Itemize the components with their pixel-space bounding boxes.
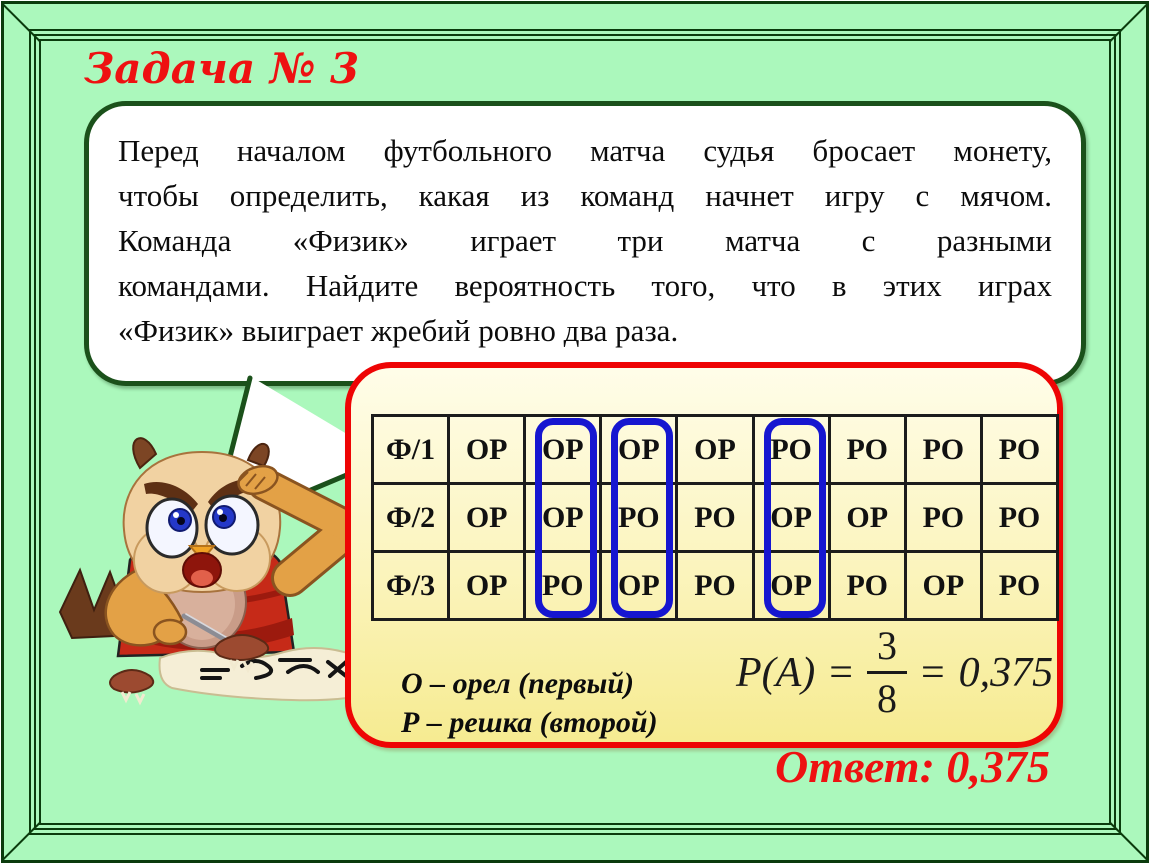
outcome-cell: ОР bbox=[449, 484, 525, 552]
outcome-cell: РО bbox=[829, 552, 905, 620]
problem-line: командами. Найдите вероятность того, что в этих играх bbox=[118, 268, 1052, 303]
outcome-cell: ОР bbox=[601, 416, 677, 484]
legend-line: Р – решка (второй) bbox=[401, 706, 658, 739]
outcomes-table bbox=[371, 414, 1059, 621]
problem-line: чтобы определить, какая из команд начнет игру с мячом. bbox=[118, 178, 1052, 213]
problem-line: Перед началом футбольного матча судья бросает монету, bbox=[118, 133, 1052, 168]
outcome-cell: РО bbox=[981, 552, 1057, 620]
outcome-cell: ОР bbox=[905, 552, 981, 620]
outcome-cell: ОР bbox=[753, 552, 829, 620]
equals-sign: = bbox=[829, 649, 853, 696]
outcome-cell: ОР bbox=[677, 416, 753, 484]
outcome-cell: ОР bbox=[449, 552, 525, 620]
row-label: Ф/2 bbox=[373, 484, 449, 552]
outcome-cell: РО bbox=[905, 416, 981, 484]
equals-sign: = bbox=[920, 649, 945, 696]
outcome-cell: ОР bbox=[829, 484, 905, 552]
outcome-cell: РО bbox=[905, 484, 981, 552]
answer-text: Ответ: 0,375 bbox=[775, 741, 1050, 792]
table-row bbox=[373, 552, 1058, 620]
table-row bbox=[373, 484, 1058, 552]
probability-formula bbox=[736, 624, 1053, 721]
problem-speech-bubble bbox=[84, 101, 1086, 386]
problem-text bbox=[118, 128, 1052, 353]
outcome-cell: РО bbox=[753, 416, 829, 484]
problem-line: «Физик» выиграет жребий ровно два раза. bbox=[118, 313, 679, 348]
row-label: Ф/3 bbox=[373, 552, 449, 620]
outcome-cell: ОР bbox=[525, 416, 601, 484]
problem-line: Команда «Физик» играет три матча с разными bbox=[118, 223, 1052, 258]
outcome-cell: РО bbox=[677, 484, 753, 552]
legend-line: О – орел (первый) bbox=[401, 667, 635, 700]
outcomes-table-body bbox=[373, 416, 1058, 620]
outcome-cell: ОР bbox=[753, 484, 829, 552]
legend bbox=[401, 664, 658, 742]
fraction bbox=[867, 624, 907, 721]
outcome-cell: ОР bbox=[449, 416, 525, 484]
solution-panel bbox=[345, 362, 1063, 748]
outcome-cell: РО bbox=[981, 416, 1057, 484]
table-row bbox=[373, 416, 1058, 484]
formula-lhs: P(A) bbox=[736, 649, 816, 696]
outcome-cell: РО bbox=[601, 484, 677, 552]
fraction-numerator: 3 bbox=[867, 624, 907, 674]
owl-illustration bbox=[52, 420, 392, 715]
page-title: Задача № 3 bbox=[84, 44, 360, 93]
outcome-cell: РО bbox=[677, 552, 753, 620]
outcome-cell: ОР bbox=[601, 552, 677, 620]
fraction-denominator: 8 bbox=[876, 676, 897, 721]
outcome-cell: ОР bbox=[525, 484, 601, 552]
outcome-cell: РО bbox=[829, 416, 905, 484]
outcome-cell: РО bbox=[981, 484, 1057, 552]
row-label: Ф/1 bbox=[373, 416, 449, 484]
outcome-cell: РО bbox=[525, 552, 601, 620]
formula-result: 0,375 bbox=[958, 649, 1054, 696]
